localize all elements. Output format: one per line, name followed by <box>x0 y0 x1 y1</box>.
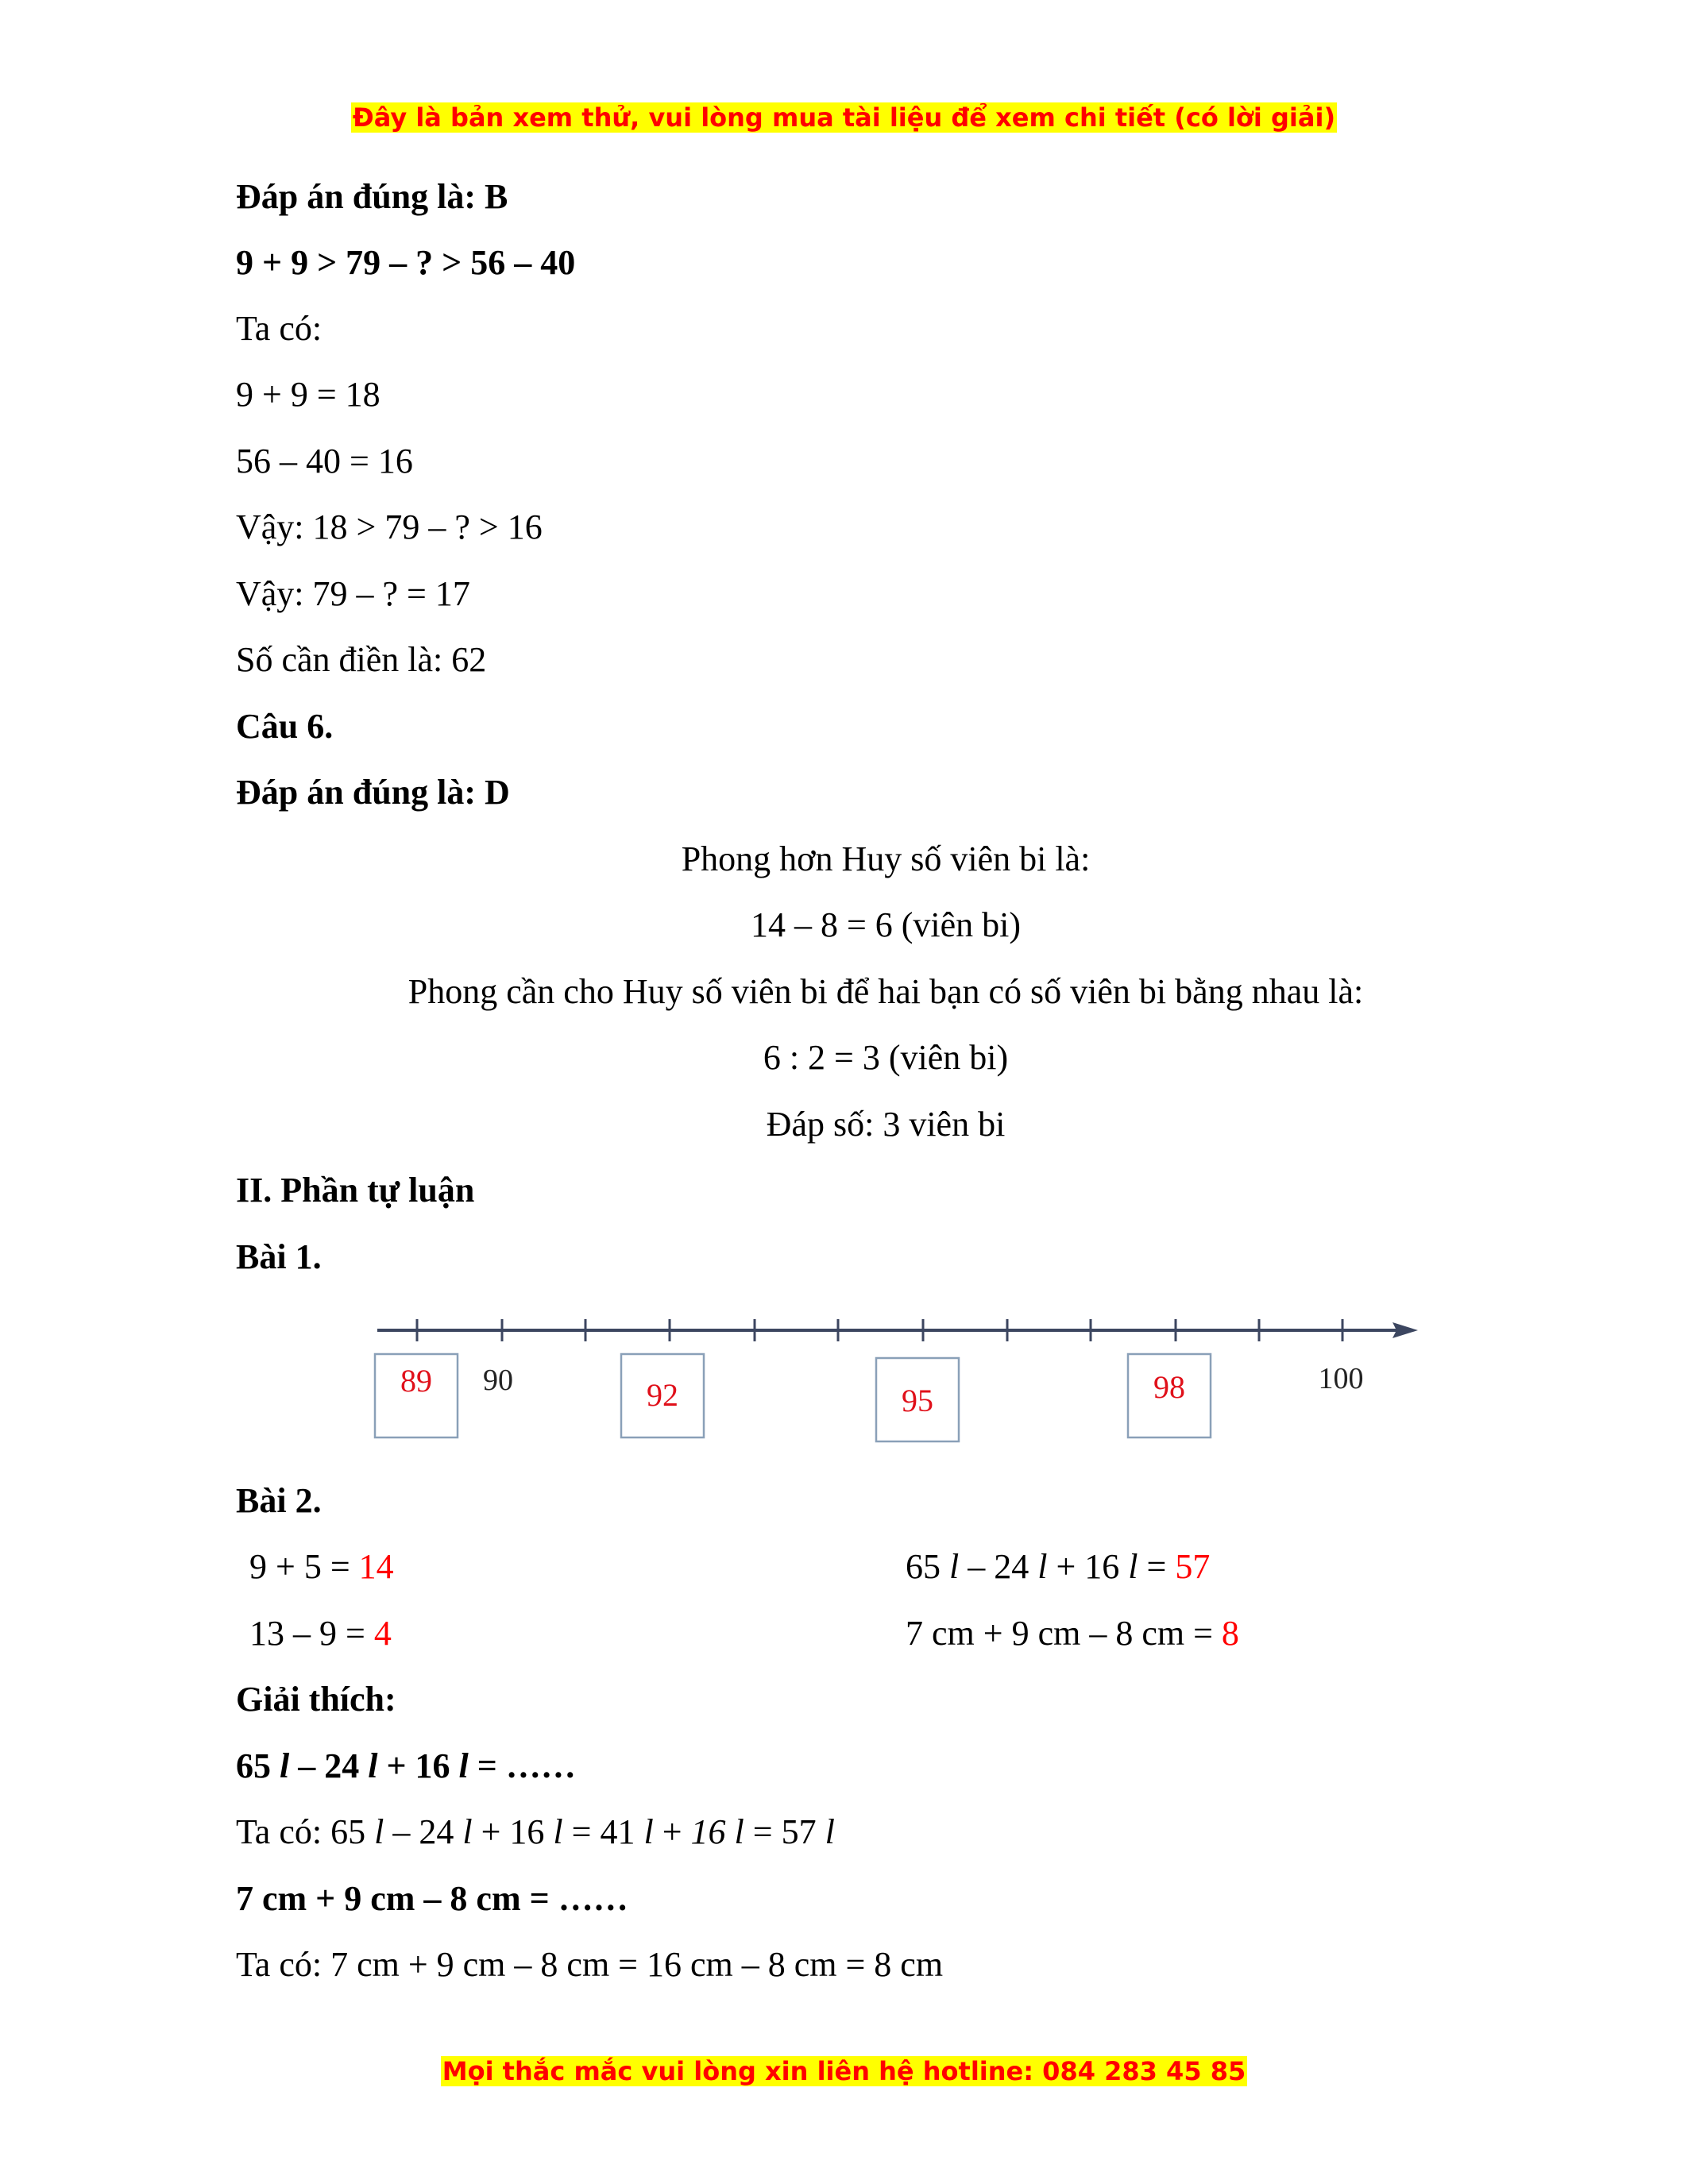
number-line-figure <box>365 1310 1430 1445</box>
boxed-answer: 92 <box>647 1377 678 1413</box>
q5-line: Vậy: 18 > 79 – ? > 16 <box>236 507 543 546</box>
hotline-banner: Mọi thắc mắc vui lòng xin liên hệ hotline: 084 283 45 85 <box>442 2056 1246 2086</box>
bai2-right-exercise: 65 l – 24 l + 16 l = 57 <box>906 1547 1211 1586</box>
explain-title: Giải thích: <box>236 1680 396 1719</box>
preview-banner: Đây là bản xem thử, vui lòng mua tài liệu để xem chi tiết (có lời giải) <box>352 102 1336 133</box>
q5-line: 56 – 40 = 16 <box>236 442 413 480</box>
bai2-left-exercise: 9 + 5 = 14 <box>249 1547 394 1586</box>
q6-title: Câu 6. <box>236 707 334 746</box>
answer-value: 14 <box>358 1547 394 1586</box>
answer-value: 4 <box>373 1614 392 1653</box>
answer-value: 57 <box>1175 1547 1211 1586</box>
tick-label: 90 <box>483 1364 513 1397</box>
q5-answer: Đáp án đúng là: B <box>236 177 508 216</box>
q6-solution-line: Đáp số: 3 viên bi <box>766 1105 1006 1144</box>
q5-line: 9 + 9 = 18 <box>236 375 380 414</box>
bai2-left-exercise: 13 – 9 = 4 <box>249 1614 392 1653</box>
explain-2-heading: 7 cm + 9 cm – 8 cm = …… <box>236 1879 628 1918</box>
boxed-answer: 98 <box>1153 1369 1185 1405</box>
q5-line: Ta có: <box>236 309 323 348</box>
q6-answer: Đáp án đúng là: D <box>236 773 510 812</box>
answer-value: 8 <box>1221 1614 1239 1653</box>
q5-line: Số cần điền là: 62 <box>236 640 487 679</box>
bai1-title: Bài 1. <box>236 1237 322 1276</box>
bai2-title: Bài 2. <box>236 1481 322 1520</box>
explain-1-body: Ta có: 65 l – 24 l + 16 l = 41 l + 16 l = 57 l <box>236 1812 835 1851</box>
q6-solution-line: 6 : 2 = 3 (viên bi) <box>763 1038 1009 1077</box>
boxed-answer: 89 <box>400 1363 432 1399</box>
q5-problem: 9 + 9 > 79 – ? > 56 – 40 <box>236 243 576 282</box>
bai2-right-exercise: 7 cm + 9 cm – 8 cm = 8 <box>906 1614 1239 1653</box>
part2-title: II. Phần tự luận <box>236 1171 475 1210</box>
q6-solution-line: Phong cần cho Huy số viên bi để hai bạn có số viên bi bằng nhau là: <box>408 972 1364 1011</box>
q5-line: Vậy: 79 – ? = 17 <box>236 574 470 613</box>
explain-2-body: Ta có: 7 cm + 9 cm – 8 cm = 16 cm – 8 cm = 8 cm <box>236 1945 944 1984</box>
explain-1-heading: 65 l – 24 l + 16 l = …… <box>236 1746 576 1785</box>
boxed-answer: 95 <box>902 1383 933 1418</box>
tick-label: 100 <box>1318 1362 1364 1395</box>
q6-solution-line: 14 – 8 = 6 (viên bi) <box>750 905 1022 944</box>
q6-solution-line: Phong hơn Huy số viên bi là: <box>681 839 1091 878</box>
